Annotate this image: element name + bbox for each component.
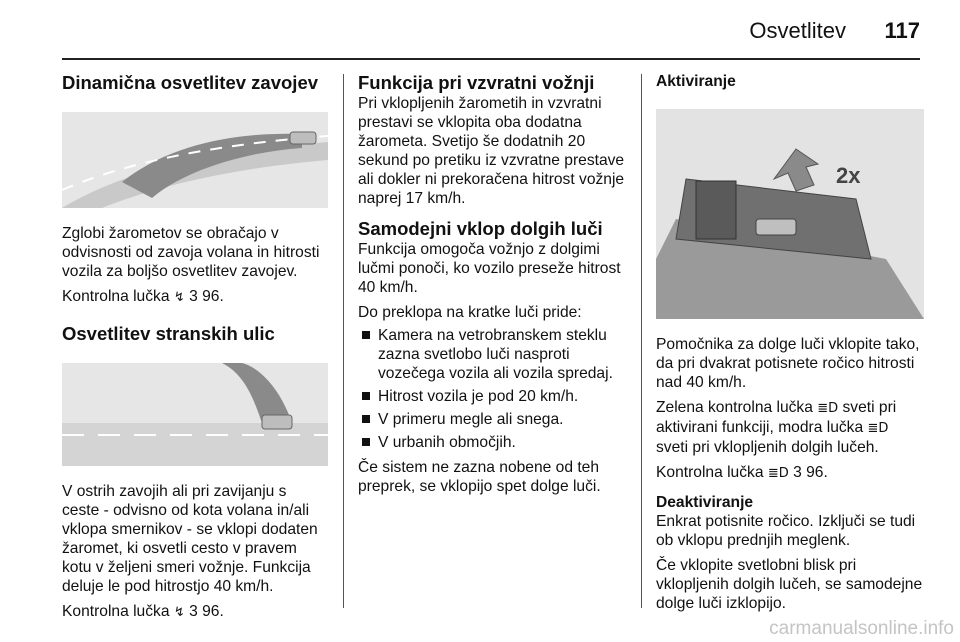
para-flash-off: Če vklopite svetlobni blisk pri vklopljenih dolgih lučeh, se samodejne dolge luči izklopijo. — [656, 557, 923, 612]
column-2 — [358, 72, 626, 496]
list-item: Kamera na vetrobranskem steklu zazna svetlobo luči nasproti vozečega vozila ali vozila spredaj. — [358, 326, 626, 383]
page-title: Osvetlitev — [749, 18, 846, 43]
heading-reverse-function: Funkcija pri vzvratni vožnji — [358, 72, 595, 93]
page-header — [62, 16, 920, 56]
para-cornering: Zglobi žarometov se obračajo v odvisnosti od zavoja volana in hitrosti vozila za boljšo osvetlitev zavojev. — [62, 225, 320, 280]
list-item: V primeru megle ali snega. — [358, 410, 626, 429]
page-ref[interactable]: 3 96. — [189, 288, 224, 305]
cornering-light-icon: ↯ — [173, 605, 185, 620]
page-ref[interactable]: 3 96. — [793, 464, 828, 481]
push-count-label: 2x — [836, 163, 861, 188]
page-ref[interactable]: 3 96. — [189, 603, 224, 620]
auto-high-beam-icon: ≣D — [767, 466, 789, 481]
control-light-ref-2: Kontrolna lučka ↯ 3 96. — [62, 603, 224, 620]
figure-stalk-illustration — [656, 109, 924, 319]
para-system-resume: Če sistem ne zazna nobene od teh preprek, se vklopijo spet dolge luči. — [358, 459, 601, 495]
cornering-light-icon: ↯ — [173, 290, 185, 305]
figure-side-street-light — [62, 363, 328, 466]
condition-list — [358, 326, 626, 452]
heading-dynamic-cornering: Dinamična osvetlitev zavojev — [62, 72, 319, 93]
para-side-street: V ostrih zavojih ali pri zavijanju s ceste - odvisno od kota volana in/ali vklopa smernikov - se vklopi dodaten žaromet, ki osvetli cesto v pravem kotu v željeni smeri vožnje. Funkcija deluje le pod hitrostjo 40 km/h. — [62, 483, 318, 595]
para-low-beam-conditions: Do preklopa na kratke luči pride: — [358, 304, 582, 321]
list-item: V urbanih območjih. — [358, 433, 626, 452]
para-activation: Pomočnika za dolge luči vklopite tako, da pri dvakrat potisnete ročico hitrosti nad 40 km/h. — [656, 336, 920, 391]
figure-cornering-light — [62, 112, 328, 208]
figure-stalk — [656, 109, 924, 319]
list-item: Hitrost vozila je pod 20 km/h. — [358, 387, 626, 406]
para-auto-high-beam: Funkcija omogoča vožnjo z dolgimi lučmi ponoči, ko vozilo preseže hitrost 40 km/h. — [358, 241, 621, 296]
para-reverse: Pri vklopljenih žarometih in vzvratni prestavi se vklopita oba dodatna žarometa. Svetijo še dodatnih 20 sekund po pretiku iz vzvratne prestave ali dokler ni prekoračena hitrost vožnje naprej 17 km/h. — [358, 95, 625, 207]
high-beam-icon: ≣D — [867, 421, 889, 436]
heading-deactivation: Deaktiviranje — [656, 494, 754, 511]
heading-activation: Aktiviranje — [656, 73, 736, 90]
control-light-ref-3: Kontrolna lučka ≣D 3 96. — [656, 464, 828, 481]
control-light-ref-1: Kontrolna lučka ↯ 3 96. — [62, 288, 224, 305]
page-number: 117 — [884, 18, 920, 43]
column-3 — [656, 72, 924, 613]
figure-side-street-light-illustration — [62, 363, 328, 466]
header-divider — [62, 58, 920, 60]
figure-cornering-light-illustration — [62, 112, 328, 208]
heading-auto-high-beam: Samodejni vklop dolgih luči — [358, 218, 603, 239]
heading-side-street: Osvetlitev stranskih ulic — [62, 323, 275, 344]
column-1 — [62, 72, 328, 622]
para-deactivation: Enkrat potisnite ročico. Izključi se tudi ob vklopu prednjih meglenk. — [656, 513, 916, 549]
column-divider-1 — [343, 74, 344, 608]
watermark: carmanualsonline.info — [769, 618, 954, 639]
para-indicator-lights: Zelena kontrolna lučka ≣D sveti pri aktivirani funkciji, modra lučka ≣D sveti pri vklopljenih dolgih lučeh. — [656, 399, 897, 456]
auto-high-beam-icon: ≣D — [817, 401, 839, 416]
column-divider-2 — [641, 74, 642, 608]
